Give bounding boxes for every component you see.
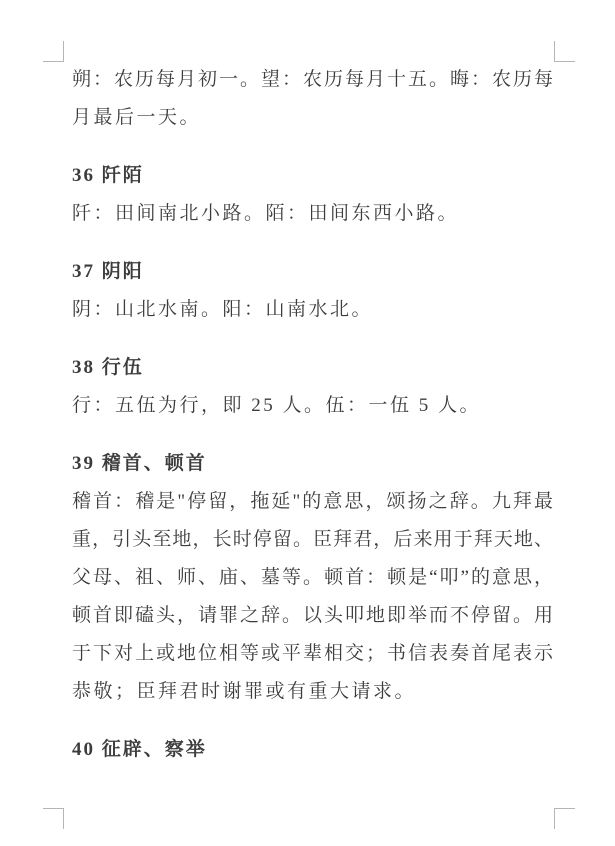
- body-line: 父母、祖、师、庙、墓等。顿首：顿是“叩”的意思，: [72, 567, 554, 588]
- paragraph: [72, 291, 554, 329]
- body-line: 朔：农历每月初一。望：农历每月十五。晦：农历每: [72, 69, 554, 90]
- body-line: 月最后一天。: [72, 107, 202, 128]
- document-content: [72, 61, 554, 769]
- body-line: 顿首即磕头，请罪之辞。以头叩地即举而不停留。用: [72, 605, 554, 626]
- section-heading: 36 阡陌: [72, 165, 144, 186]
- body-line: 阡：田间南北小路。陌：田间东西小路。: [72, 203, 460, 224]
- section-heading: 40 征辟、察举: [72, 739, 207, 760]
- paragraph: [72, 483, 554, 711]
- section-heading: 38 行伍: [72, 357, 144, 378]
- paragraph: [72, 61, 554, 137]
- body-line: 重，引头至地，长时停留。臣拜君，后来用于拜天地、: [72, 529, 554, 550]
- text-boundary-mark-top-left: [43, 41, 64, 62]
- paragraph: [72, 195, 554, 233]
- text-boundary-mark-bottom-right: [554, 808, 575, 829]
- body-line: 于下对上或地位相等或平辈相交；书信表奏首尾表示: [72, 643, 554, 664]
- body-line: 恭敬；臣拜君时谢罪或有重大请求。: [72, 681, 417, 702]
- section-heading: 37 阴阳: [72, 261, 144, 282]
- text-boundary-mark-bottom-left: [43, 808, 64, 829]
- text-boundary-mark-top-right: [554, 41, 575, 62]
- body-line: 稽首：稽是"停留，拖延"的意思，颂扬之辞。九拜最: [72, 491, 554, 512]
- section-heading: 39 稽首、顿首: [72, 453, 207, 474]
- body-line: 行：五伍为行，即 25 人。伍：一伍 5 人。: [72, 395, 482, 416]
- paragraph: [72, 387, 554, 425]
- body-line: 阴：山北水南。阳：山南水北。: [72, 299, 374, 320]
